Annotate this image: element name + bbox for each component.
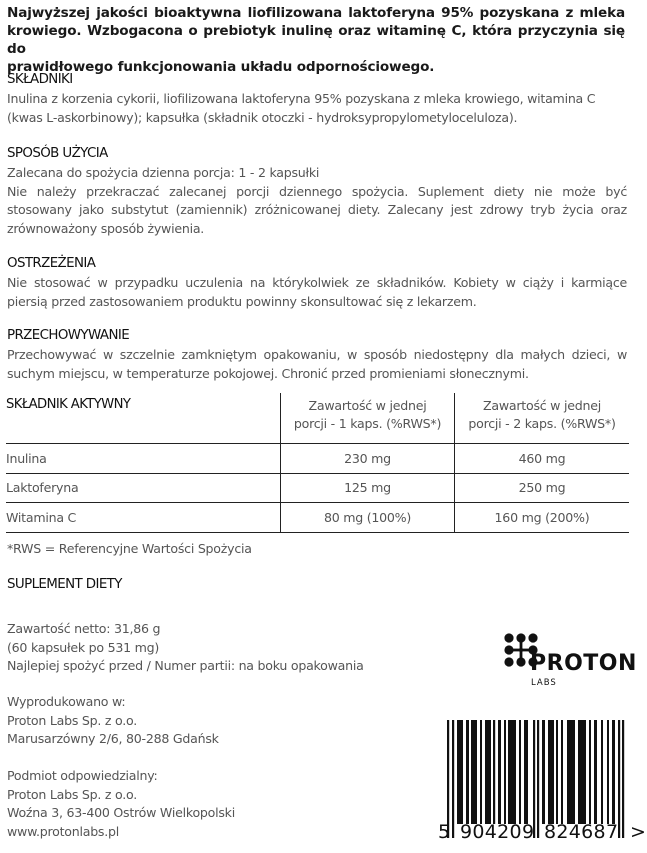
header-line: porcji - 1 kaps. (%RWS*): [293, 416, 442, 431]
ean-barcode: [438, 718, 646, 848]
logo-wordmark: PROTON: [530, 651, 637, 676]
manufacturer-line: Marusarzówny 2/6, 80-288 Gdańsk: [7, 731, 219, 746]
amount-two-capsules: 160 mg (200%): [455, 503, 630, 533]
warnings-line: piersią przed zastosowaniem produktu powinny skonsultować się z lekarzem.: [7, 293, 477, 309]
table-header-row: [6, 393, 629, 444]
website-link[interactable]: www.protonlabs.pl: [7, 823, 119, 839]
ingredients-line: Inulina z korzenia cykorii, liofilizowana laktoferyna 95% pozyskana z mleka krowiego, witamina C: [7, 91, 596, 106]
usage-line: Nie należy przekraczać zalecanej porcji dziennego spożycia. Suplement diety nie może być: [7, 183, 627, 199]
warnings-line: Nie stosować w przypadku uczulenia na którykolwiek ze składników. Kobiety w ciąży i karmiące: [7, 275, 627, 290]
amount-two-capsules: 460 mg: [455, 444, 630, 474]
usage-line: stosowany jako substytut (zamiennik) zróżnicowanej diety. Zalecany jest zdrowy tryb życia oraz: [7, 202, 627, 217]
intro-line: Najwyższej jakości bioaktywna liofilizowana laktoferyna 95% pozyskana z mleka: [7, 5, 625, 21]
proton-labs-logo: [503, 632, 637, 692]
barcode-right-digits: 824687: [544, 821, 619, 843]
responsible-line: Woźna 3, 63-400 Ostrów Wielkopolski: [7, 805, 235, 820]
amount-one-capsule: 125 mg: [281, 473, 455, 503]
ingredient-name: Witamina C: [6, 503, 281, 533]
table-header-one-capsule: [281, 393, 455, 444]
table-row: [6, 503, 629, 533]
warnings-text: [7, 274, 627, 311]
responsible-line: Podmiot odpowiedzialny:: [7, 768, 158, 783]
section-title-storage: PRZECHOWYWANIE: [7, 328, 130, 343]
ingredients-text: [7, 90, 627, 127]
section-title-ingredients: SKŁADNIKI: [7, 72, 73, 87]
usage-line: Zalecana do spożycia dzienna porcja: 1 - 2 kapsułki: [7, 165, 320, 180]
section-title-warnings: OSTRZEŻENIA: [7, 256, 96, 271]
intro-line: krowiego. Wzbogacona o prebiotyk inulinę oraz witaminę C, która przyczynia się do: [7, 23, 625, 57]
manufacturer-line: Wyprodukowano w:: [7, 694, 126, 709]
net-line: Najlepiej spożyć przed / Numer partii: na boku opakowania: [7, 658, 364, 673]
net-line: (60 kapsułek po 531 mg): [7, 639, 160, 655]
barcode-first-digit: 5: [438, 821, 451, 843]
amount-one-capsule: 230 mg: [281, 444, 455, 474]
responsible-line: Proton Labs Sp. z o.o.: [7, 786, 137, 802]
header-line: Zawartość w jednej: [308, 398, 427, 413]
net-line: Zawartość netto: 31,86 g: [7, 621, 161, 636]
rws-footnote: *RWS = Referencyjne Wartości Spożycia: [7, 541, 252, 556]
barcode-left-digits: 904209: [460, 821, 535, 843]
storage-text: [7, 346, 627, 383]
intro-text: [7, 4, 625, 76]
header-line: porcji - 2 kaps. (%RWS*): [468, 416, 616, 431]
ingredients-line: (kwas L-askorbinowy); kapsułka (składnik otoczki - hydroksypropylometyloceluloza).: [7, 109, 518, 125]
table-header-two-capsules: [455, 393, 630, 444]
usage-line: zrównoważony sposób żywienia.: [7, 220, 205, 236]
table-header-ingredient: SKŁADNIK AKTYWNY: [6, 393, 281, 444]
supplement-label: SUPLEMENT DIETY: [7, 577, 122, 592]
usage-text: [7, 164, 627, 238]
ingredient-name: Laktoferyna: [6, 473, 281, 503]
table-row: [6, 473, 629, 503]
manufacturer-line: Proton Labs Sp. z o.o.: [7, 712, 137, 728]
intro-line: prawidłowego funkcjonowania układu odpornościowego.: [7, 59, 435, 75]
storage-line: suchym miejscu, w temperaturze pokojowej. Chronić przed promieniami słonecznymi.: [7, 365, 529, 381]
amount-one-capsule: 80 mg (100%): [281, 503, 455, 533]
barcode-end-marker: >: [630, 821, 646, 843]
logo-subtitle: LABS: [531, 678, 557, 688]
active-ingredients-table: [6, 393, 629, 533]
header-line: Zawartość w jednej: [483, 398, 601, 413]
ingredient-name: Inulina: [6, 444, 281, 474]
section-title-usage: SPOSÓB UŻYCIA: [7, 146, 108, 161]
table-row: [6, 444, 629, 474]
storage-line: Przechowywać w szczelnie zamkniętym opakowaniu, w sposób niedostępny dla małych dzieci, w: [7, 347, 627, 362]
amount-two-capsules: 250 mg: [455, 473, 630, 503]
